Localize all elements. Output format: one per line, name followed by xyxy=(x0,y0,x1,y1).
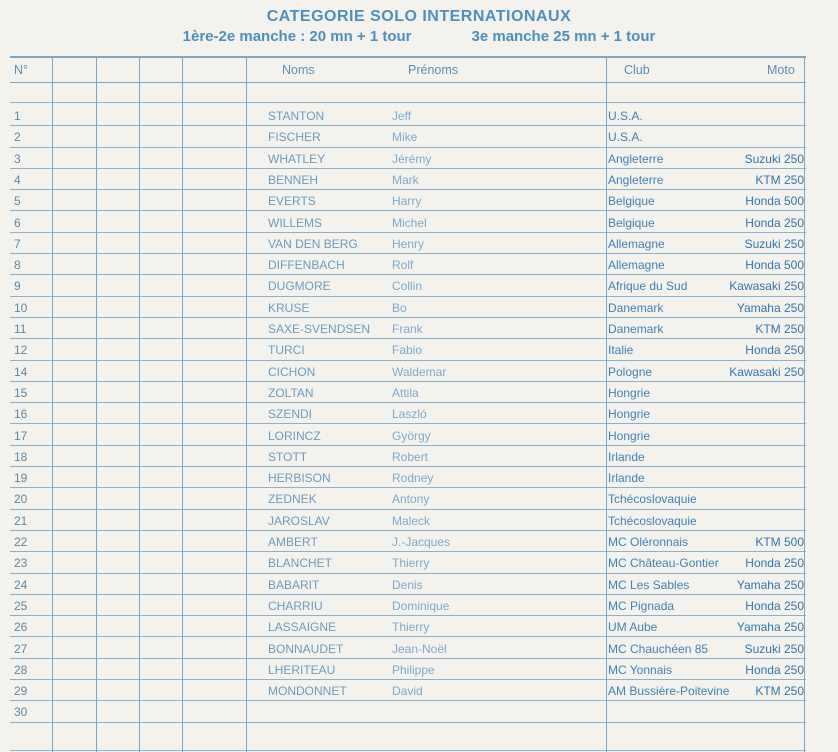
rider-club: UM Aube xyxy=(608,620,658,635)
rider-club: Pologne xyxy=(608,364,653,379)
rider-number: 7 xyxy=(14,236,21,251)
rider-number: 25 xyxy=(14,598,28,613)
rider-firstname: Collin xyxy=(392,279,423,294)
rider-lastname: BLANCHET xyxy=(268,556,333,571)
rider-firstname: Rolf xyxy=(392,258,414,273)
rider-moto: KTM 500 xyxy=(755,535,804,549)
rider-number: 5 xyxy=(14,194,21,209)
rider-moto: Honda 500 xyxy=(745,258,804,273)
rider-moto: Honda 250 xyxy=(745,598,804,613)
rider-club: Hongrie xyxy=(608,428,651,443)
rider-moto: Suzuki 250 xyxy=(744,641,804,656)
rider-lastname: MONDONNET xyxy=(268,684,347,699)
table-row xyxy=(10,679,806,701)
rider-club: MC Yonnais xyxy=(608,662,673,677)
table-row xyxy=(10,573,806,595)
table-row xyxy=(10,147,806,169)
rider-firstname: Robert xyxy=(392,449,429,464)
header-moto: Moto xyxy=(767,63,795,77)
table-row xyxy=(10,658,806,680)
rider-number: 12 xyxy=(14,343,28,358)
rider-lastname: DUGMORE xyxy=(268,279,331,294)
subtitle-round-3: 3e manche 25 mn + 1 tour xyxy=(471,28,656,45)
rider-moto: Honda 250 xyxy=(745,556,804,571)
table-row xyxy=(10,253,806,275)
table-row xyxy=(10,232,806,254)
rider-club: Danemark xyxy=(608,322,664,336)
rider-firstname: Laszló xyxy=(392,407,427,422)
rider-club: Angleterre xyxy=(608,151,664,166)
header-prenoms: Prénoms xyxy=(408,63,459,77)
table-row xyxy=(10,424,806,446)
rider-firstname: Thierry xyxy=(392,556,430,571)
rider-moto: Honda 250 xyxy=(745,215,804,230)
table-row xyxy=(10,125,806,147)
table-row xyxy=(10,594,806,616)
rider-club: Danemark xyxy=(608,300,664,315)
table-row xyxy=(10,466,806,488)
rider-firstname: Jeff xyxy=(392,109,412,123)
rider-club: Allemagne xyxy=(608,236,665,251)
rider-firstname: Denis xyxy=(392,577,423,592)
column-divider xyxy=(804,58,805,752)
rider-firstname: Antony xyxy=(392,492,430,507)
rider-firstname: Harry xyxy=(392,194,422,209)
rider-number: 9 xyxy=(14,279,21,294)
page-title: CATEGORIE SOLO INTERNATIONAUX xyxy=(266,8,572,25)
rider-firstname: György xyxy=(392,428,431,443)
rider-moto: Honda 250 xyxy=(745,343,804,358)
rider-lastname: HERBISON xyxy=(268,471,331,486)
rider-firstname: Bo xyxy=(392,300,407,315)
rider-moto: Honda 500 xyxy=(745,194,804,209)
rider-club: AM Bussière-Poitevine xyxy=(608,684,730,699)
rider-lastname: ZEDNEK xyxy=(268,492,317,507)
rider-firstname: Jean-Noël xyxy=(392,641,447,656)
table-row xyxy=(10,317,806,339)
rider-lastname: LASSAIGNE xyxy=(268,620,337,635)
table-row xyxy=(10,168,806,190)
rider-firstname: Mark xyxy=(392,172,419,187)
rider-club: Belgique xyxy=(608,194,655,209)
table-row xyxy=(10,296,806,318)
rider-firstname: Maleck xyxy=(392,513,431,528)
table-row xyxy=(10,189,806,211)
rider-club: Allemagne xyxy=(608,258,665,273)
rider-club: Belgique xyxy=(608,215,655,230)
rider-number: 18 xyxy=(14,449,28,464)
entry-list-table xyxy=(10,56,806,752)
table-row xyxy=(10,637,806,659)
column-divider xyxy=(246,58,247,752)
rider-number: 21 xyxy=(14,513,28,528)
rider-club: MC Chauchéen 85 xyxy=(608,641,709,656)
rider-firstname: Fabio xyxy=(392,343,423,358)
rider-lastname: DIFFENBACH xyxy=(268,258,345,273)
rider-firstname: Thierry xyxy=(392,620,430,635)
rider-firstname: Jérémy xyxy=(392,151,432,166)
table-row xyxy=(10,700,806,722)
table-header xyxy=(10,58,806,83)
rider-club: MC Oléronnais xyxy=(608,535,689,549)
rider-firstname: David xyxy=(392,684,423,699)
rider-number: 29 xyxy=(14,684,28,699)
rider-lastname: AMBERT xyxy=(268,535,318,549)
rider-lastname: WILLEMS xyxy=(268,215,323,230)
rider-moto: Kawasaki 250 xyxy=(729,279,804,294)
table-row xyxy=(10,360,806,382)
rider-number: 15 xyxy=(14,385,28,400)
rider-moto: Honda 250 xyxy=(745,662,804,677)
rider-firstname: Mike xyxy=(392,130,418,145)
rider-number: 11 xyxy=(14,322,27,336)
rider-moto: KTM 250 xyxy=(755,684,804,699)
rider-lastname: BABARIT xyxy=(268,577,320,592)
rider-lastname: CICHON xyxy=(268,364,316,379)
rider-number: 23 xyxy=(14,556,28,571)
rider-number: 8 xyxy=(14,258,21,273)
rider-lastname: TURCI xyxy=(268,343,305,358)
rider-number: 30 xyxy=(14,705,28,720)
rider-club: U.S.A. xyxy=(608,109,643,123)
rider-number: 27 xyxy=(14,641,28,656)
rider-lastname: LHERITEAU xyxy=(268,662,336,677)
rider-number: 3 xyxy=(14,151,21,166)
table-blank-row xyxy=(10,84,806,103)
rider-lastname: KRUSE xyxy=(268,300,310,315)
rider-number: 6 xyxy=(14,215,21,230)
rider-firstname: Waldemar xyxy=(392,364,447,379)
rider-moto: Kawasaki 250 xyxy=(729,364,804,379)
rider-club: Italie xyxy=(608,343,634,358)
rider-lastname: JAROSLAV xyxy=(268,513,330,528)
rider-moto: KTM 250 xyxy=(755,322,804,336)
rider-firstname: Attila xyxy=(392,385,419,400)
rider-lastname: ZOLTAN xyxy=(268,385,314,400)
rider-number: 28 xyxy=(14,662,28,677)
rider-firstname: Dominique xyxy=(392,598,450,613)
rider-lastname: WHATLEY xyxy=(268,151,326,166)
column-divider xyxy=(52,58,53,752)
header-club: Club xyxy=(624,63,650,77)
table-row xyxy=(10,381,806,403)
rider-club: MC Pignada xyxy=(608,598,675,613)
table-row xyxy=(10,509,806,531)
rider-firstname: Frank xyxy=(392,322,423,336)
rider-number: 16 xyxy=(14,407,28,422)
rider-moto: KTM 250 xyxy=(755,172,804,187)
rider-club: Tchécoslovaquie xyxy=(608,492,697,507)
table-row xyxy=(10,551,806,573)
rider-number: 14 xyxy=(14,364,28,379)
rider-club: Hongrie xyxy=(608,407,651,422)
header-no: N° xyxy=(14,63,29,77)
rider-club: MC Château-Gontier xyxy=(608,556,719,571)
rider-lastname: EVERTS xyxy=(268,194,316,209)
rider-club: U.S.A. xyxy=(608,130,643,145)
rider-club: Irlande xyxy=(608,449,645,464)
rider-lastname: SZENDI xyxy=(268,407,313,422)
table-row xyxy=(10,338,806,360)
rider-moto: Suzuki 250 xyxy=(744,151,804,166)
column-divider xyxy=(96,58,97,752)
rider-moto: Yamaha 250 xyxy=(736,577,804,592)
table-row xyxy=(10,211,806,233)
rider-club: Afrique du Sud xyxy=(608,279,688,294)
table-row xyxy=(10,274,806,296)
rider-number: 19 xyxy=(14,471,28,486)
rider-lastname: BONNAUDET xyxy=(268,641,344,656)
table-row xyxy=(10,487,806,509)
rider-club: Irlande xyxy=(608,471,645,486)
rider-club: Tchécoslovaquie xyxy=(608,513,697,528)
rider-lastname: LORINCZ xyxy=(268,428,321,443)
table-row xyxy=(10,104,806,126)
rider-lastname: STANTON xyxy=(268,109,325,123)
rider-club: Hongrie xyxy=(608,385,651,400)
rider-firstname: Philippe xyxy=(392,662,435,677)
rider-moto: Yamaha 250 xyxy=(736,300,804,315)
rider-lastname: BENNEH xyxy=(268,172,319,187)
rider-lastname: FISCHER xyxy=(268,130,321,145)
rider-number: 17 xyxy=(14,428,28,443)
rider-number: 22 xyxy=(14,535,28,549)
column-divider xyxy=(139,58,140,752)
rider-number: 2 xyxy=(14,130,21,145)
rider-firstname: Henry xyxy=(392,236,425,251)
column-divider xyxy=(606,58,607,752)
rider-lastname: STOTT xyxy=(268,449,308,464)
rider-firstname: Michel xyxy=(392,215,427,230)
subtitle-rounds-1-2: 1ère-2e manche : 20 mn + 1 tour xyxy=(182,28,412,45)
page-subtitle xyxy=(0,28,838,45)
table-blank-row xyxy=(10,732,806,751)
rider-club: MC Les Sables xyxy=(608,577,690,592)
table-row xyxy=(10,530,806,552)
rider-number: 10 xyxy=(14,300,28,315)
rider-lastname: CHARRIU xyxy=(268,598,323,613)
rider-number: 20 xyxy=(14,492,28,507)
rider-number: 24 xyxy=(14,577,28,592)
rider-lastname: SAXE-SVENDSEN xyxy=(268,322,371,336)
rider-number: 4 xyxy=(14,172,21,187)
rider-moto: Suzuki 250 xyxy=(744,236,804,251)
header-noms: Noms xyxy=(282,63,315,77)
table-row xyxy=(10,615,806,637)
column-divider xyxy=(182,58,183,752)
table-row xyxy=(10,402,806,424)
table-row xyxy=(10,445,806,467)
rider-firstname: J.-Jacques xyxy=(392,535,451,549)
rider-lastname: VAN DEN BERG xyxy=(268,236,358,251)
rider-moto: Yamaha 250 xyxy=(736,620,804,635)
rider-number: 26 xyxy=(14,620,28,635)
rider-club: Angleterre xyxy=(608,172,664,187)
rider-number: 1 xyxy=(14,109,21,123)
rider-firstname: Rodney xyxy=(392,471,434,486)
